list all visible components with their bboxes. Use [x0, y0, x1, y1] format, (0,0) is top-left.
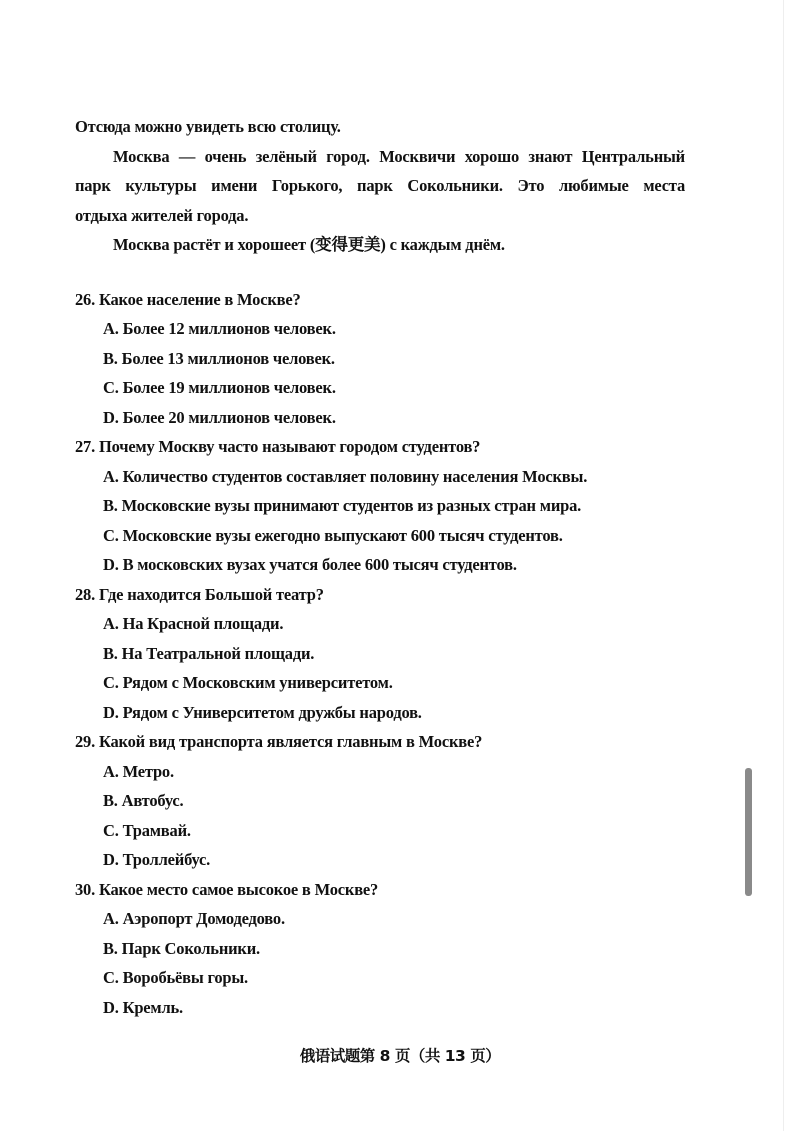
- question-text: 29. Какой вид транспорта является главным в Москве?: [75, 732, 483, 751]
- answer-option: B. Парк Сокольники.: [103, 938, 260, 958]
- answer-option: C. Московские вузы ежегодно выпускают 600 тысяч студентов.: [103, 525, 563, 545]
- answer-option: A. Аэропорт Домодедово.: [103, 909, 285, 928]
- answer-option: D. В московских вузах учатся более 600 тысяч студентов.: [103, 555, 517, 574]
- passage-line: парк культуры имени Горького, парк Сокольники. Это любимые места: [75, 176, 685, 195]
- answer-option: B. Автобус.: [103, 791, 184, 810]
- answer-option: C. Рядом с Московским университетом.: [103, 673, 393, 692]
- question-text: 27. Почему Москву часто называют городом студентов?: [75, 437, 481, 456]
- question-text: 30. Какое место самое высокое в Москве?: [75, 879, 379, 899]
- answer-option: A. Более 12 миллионов человек.: [103, 319, 336, 338]
- question-block: [75, 875, 685, 1023]
- answer-option: D. Более 20 миллионов человек.: [103, 407, 336, 427]
- answer-option: D. Рядом с Университетом дружбы народов.: [103, 702, 422, 722]
- answer-option: D. Кремль.: [103, 997, 183, 1017]
- question-block: [75, 727, 685, 875]
- answer-option: C. Трамвай.: [103, 820, 191, 840]
- answer-option: A. Количество студентов составляет половину населения Москвы.: [103, 466, 588, 486]
- scrollbar-thumb[interactable]: [745, 768, 752, 896]
- question-list: [75, 285, 685, 1023]
- answer-option: B. Более 13 миллионов человек.: [103, 348, 335, 368]
- page-edge: [783, 0, 784, 1131]
- passage-line: Москва растёт и хорошеет (变得更美) с каждым днём.: [113, 235, 505, 254]
- question-block: [75, 285, 685, 433]
- question-block: [75, 432, 685, 580]
- question-block: [75, 580, 685, 728]
- answer-option: B. На Театральной площади.: [103, 643, 315, 663]
- answer-option: C. Более 19 миллионов человек.: [103, 378, 336, 397]
- reading-passage: [75, 112, 685, 260]
- answer-option: B. Московские вузы принимают студентов из разных стран мира.: [103, 496, 582, 515]
- answer-option: A. Метро.: [103, 761, 174, 781]
- answer-option: C. Воробьёвы горы.: [103, 968, 248, 987]
- question-text: 26. Какое население в Москве?: [75, 289, 301, 309]
- page-content: [75, 112, 685, 1022]
- passage-line: Москва — очень зелёный город. Москвичи хорошо знают Центральный: [113, 146, 685, 166]
- answer-option: D. Троллейбус.: [103, 850, 211, 869]
- passage-line: Отсюда можно увидеть всю столицу.: [75, 117, 341, 136]
- passage-line: отдыха жителей города.: [75, 205, 249, 225]
- answer-option: A. На Красной площади.: [103, 614, 284, 633]
- page-footer: 俄语试题第 8 页（共 13 页）: [299, 1047, 501, 1065]
- question-text: 28. Где находится Большой театр?: [75, 584, 324, 604]
